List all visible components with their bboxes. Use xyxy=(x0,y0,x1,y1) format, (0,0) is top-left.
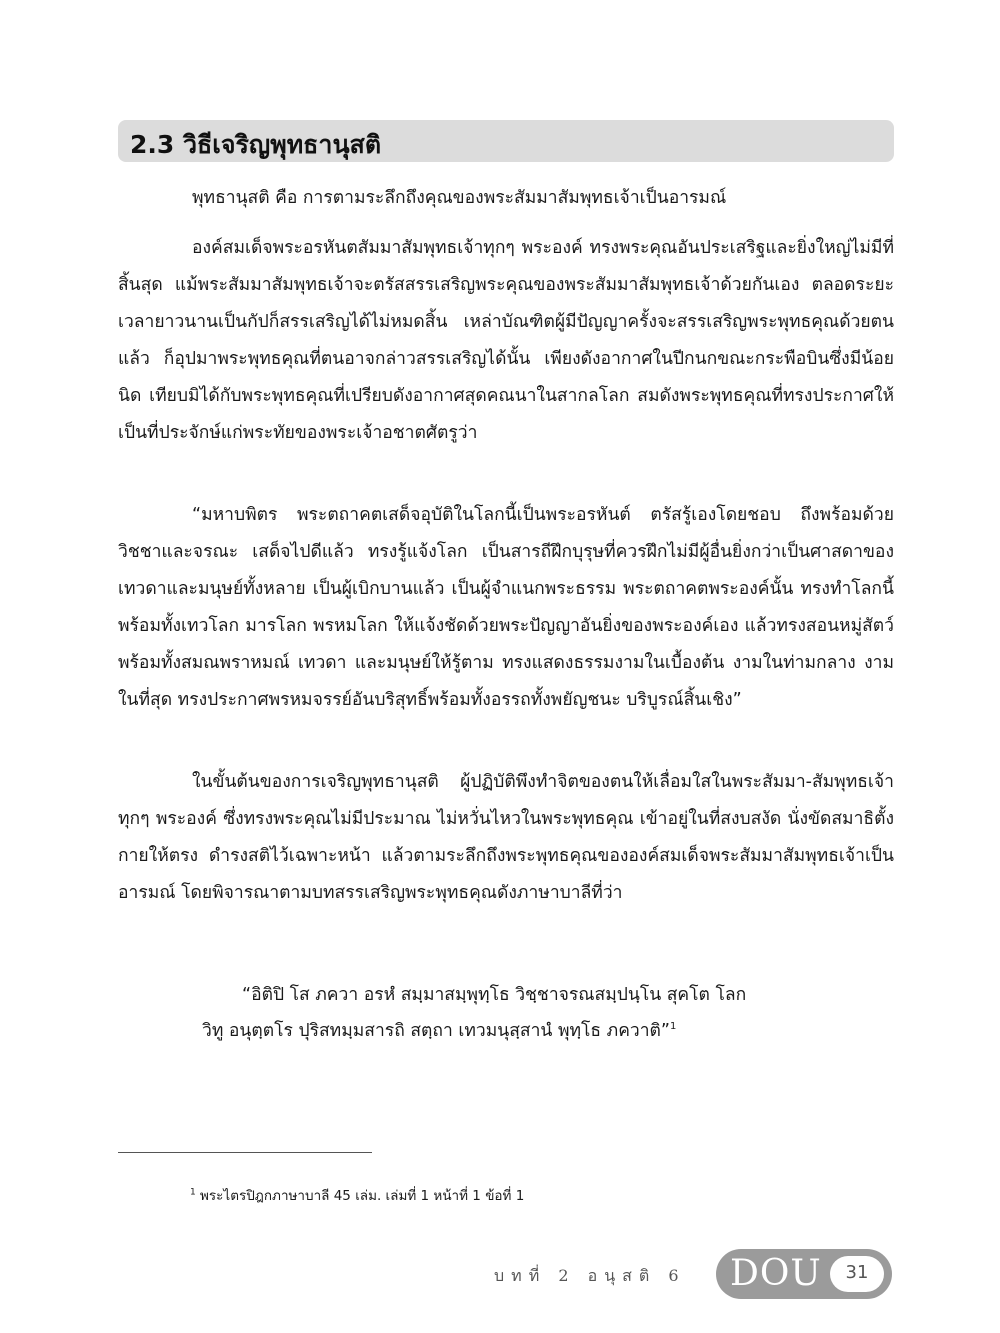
section-heading-bar xyxy=(118,120,894,162)
footnote-reference[interactable]: 1 xyxy=(669,1021,677,1033)
page-number: 31 xyxy=(845,1262,869,1283)
footer-chapter-label: บทที่ 2 อนุสติ 6 xyxy=(494,1266,686,1285)
pali-verse-line-1: “อิติปิ โส ภควา อรหํ สมฺมาสมฺพุทฺโธ วิชฺชาจรณสมฺปนฺโน สุคโต โลก xyxy=(242,985,747,1005)
pali-verse-line-2 xyxy=(202,1013,676,1050)
paragraph-practice: ในขั้นต้นของการเจริญพุทธานุสติ ผู้ปฏิบัติพึงทำจิตของตนให้เลื่อมใสในพระสัมมา-สัมพุทธเจ้าทุกๆ พระองค์ ซึ่งทรงพระคุณไม่มีประมาณ ไม่หวั่นไหวในพระพุทธคุณ เข้าอยู่ในที่สงบสงัด นั่งขัดสมาธิตั้งกายให้ตรง ดำรงสติไว้เฉพาะหน้า แล้วตามระลึกถึงพระพุทธคุณขององค์สมเด็จพระสัมมาสัมพุทธเจ้าเป็นอารมณ์ โดยพิจารณาตามบทสรรเสริญพระพุทธคุณดังภาษาบาลีที่ว่า xyxy=(118,772,894,903)
footnote-text: พระไตรปิฎกภาษาบาลี 45 เล่ม. เล่มที่ 1 หน้าที่ 1 ข้อที่ 1 xyxy=(200,1188,525,1204)
footnote-divider xyxy=(118,1152,372,1153)
page-number-badge xyxy=(830,1256,884,1292)
paragraph-quote-ajatasattu: “มหาบพิตร พระตถาคตเสด็จอุบัติในโลกนี้เป็นพระอรหันต์ ตรัสรู้เองโดยชอบ ถึงพร้อมด้วยวิชชาและจรณะ เสด็จไปดีแล้ว ทรงรู้แจ้งโลก เป็นสารถีฝึกบุรุษที่ควรฝึกไม่มีผู้อื่นยิ่งกว่าเป็นศาสดาของเทวดาและมนุษย์ทั้งหลาย เป็นผู้เบิกบานแล้ว เป็นผู้จำแนกพระธรรม พระตถาคตพระองค์นั้น ทรงทำโลกนี้พร้อมทั้งเทวโลก มารโลก พรหมโลก ให้แจ้งชัดด้วยพระปัญญาอันยิ่งของพระองค์เอง แล้วทรงสอนหมู่สัตว์พร้อมทั้งสมณพราหมณ์ เทวดา และมนุษย์ให้รู้ตาม ทรงแสดงธรรมงามในเบื้องต้น งามในท่ามกลาง งามในที่สุด ทรงประกาศพรหมจรรย์อันบริสุทธิ์พร้อมทั้งอรรถทั้งพยัญชนะ บริบูรณ์สิ้นเชิง” xyxy=(118,505,894,710)
footnote xyxy=(190,1184,524,1206)
pali-verse-line-2-text: วิทู อนุตฺตโร ปุริสทมฺมสารถิ สตฺถา เทวมนุสฺสานํ พุทฺโธ ภควาติ” xyxy=(202,1021,670,1041)
dou-logo-text: DOU xyxy=(730,1253,822,1294)
dou-logo-badge xyxy=(716,1249,892,1299)
section-title: 2.3 วิธีเจริญพุทธานุสติ xyxy=(130,130,382,159)
footnote-mark: 1 xyxy=(190,1187,196,1198)
paragraph-buddha-virtues: องค์สมเด็จพระอรหันตสัมมาสัมพุทธเจ้าทุกๆ พระองค์ ทรงพระคุณอันประเสริฐและยิ่งใหญ่ไม่มีที่สิ้นสุด แม้พระสัมมาสัมพุทธเจ้าจะตรัสสรรเสริญพระคุณของพระสัมมาสัมพุทธเจ้าด้วยกันเอง ตลอดระยะเวลายาวนานเป็นกัปก็สรรเสริญได้ไม่หมดสิ้น เหล่าบัณฑิตผู้มีปัญญาครั้งจะสรรเสริญพระพุทธคุณด้วยตนแล้ว ก็อุปมาพระพุทธคุณที่ตนอาจกล่าวสรรเสริญได้นั้น เพียงดังอากาศในปีกนกขณะกระพือบินซึ่งมีน้อยนิด เทียบมิได้กับพระพุทธคุณที่เปรียบดังอากาศสุดคณนาในสากลโลก สมดังพระพุทธคุณที่ทรงประกาศให้เป็นที่ประจักษ์แก่พระทัยของพระเจ้าอชาตศัตรูว่า xyxy=(118,238,894,443)
paragraph-definition: พุทธานุสติ คือ การตามระลึกถึงคุณของพระสัมมาสัมพุทธเจ้าเป็นอารมณ์ xyxy=(192,188,727,208)
